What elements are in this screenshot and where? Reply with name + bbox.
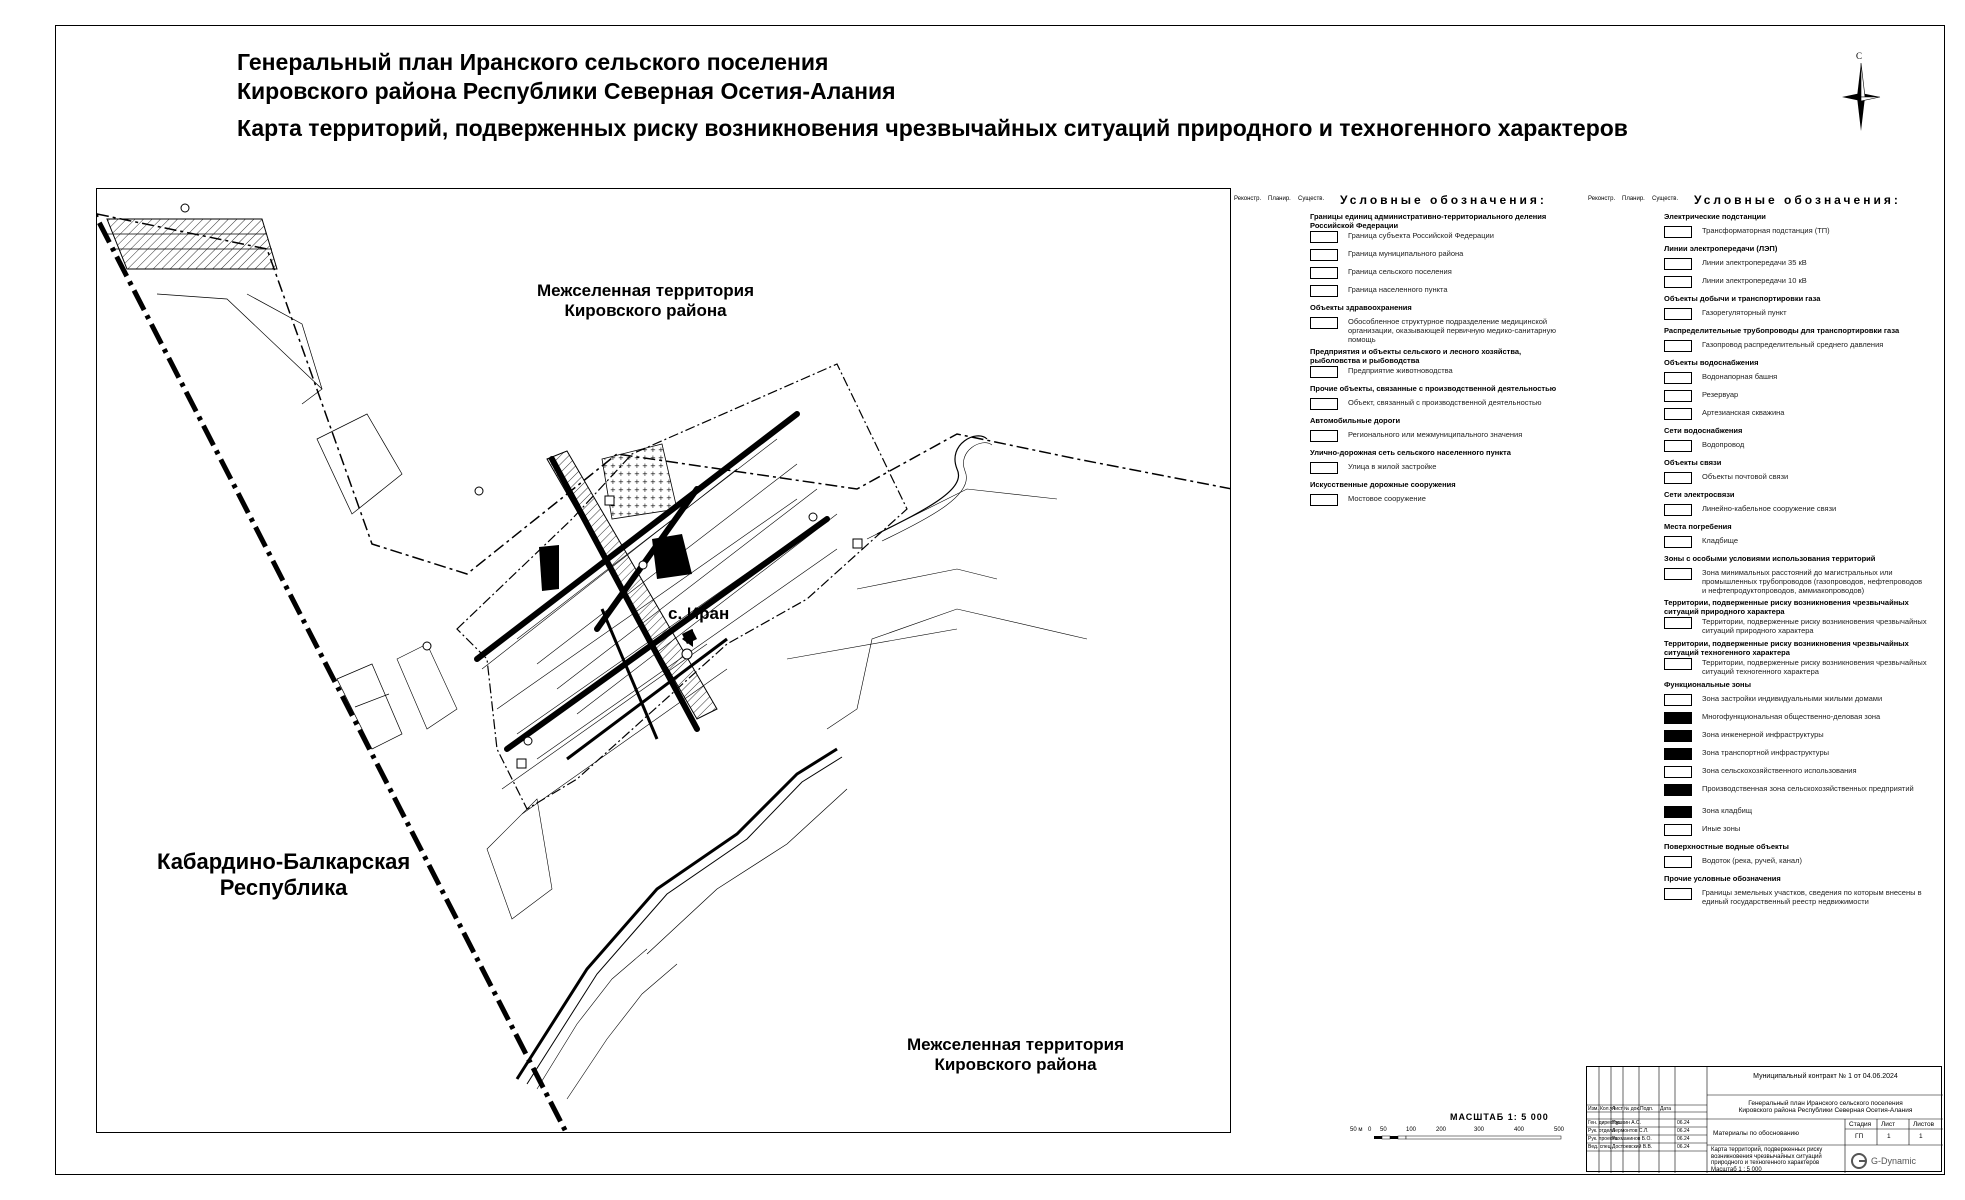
- label-north-territory: [537, 281, 754, 321]
- stamp-project-line-2: Кировского района Республики Северная Осетия-Алания: [1738, 1107, 1913, 1114]
- label-north-line-1: Межселенная территория: [537, 281, 755, 300]
- legend-item: Производственная зона сельскохозяйственных предприятий: [1702, 784, 1914, 793]
- legend-section: Искусственные дорожные сооружения: [1310, 480, 1456, 489]
- legend-symbol: [1664, 258, 1692, 270]
- stamp-row-cell: 06.24: [1677, 1144, 1690, 1150]
- legend-section: Электрические подстанции: [1664, 212, 1766, 221]
- legend-section: Сети электросвязи: [1664, 490, 1735, 499]
- legend-section: Функциональные зоны: [1664, 680, 1751, 689]
- legend-symbol: [1664, 504, 1692, 516]
- legend-symbol: [1310, 317, 1338, 329]
- legend-section: Предприятия и объекты сельского и лесного хозяйства, рыболовства и рыбоводства: [1310, 347, 1522, 365]
- legend-item: Водонапорная башня: [1702, 372, 1778, 381]
- legend-item: Граница муниципального района: [1348, 249, 1464, 258]
- legend-item: Газорегуляторный пункт: [1702, 308, 1787, 317]
- legend-symbol: [1310, 462, 1338, 474]
- legend-item: Резервуар: [1702, 390, 1739, 399]
- stamp-project: [1713, 1100, 1938, 1114]
- legend-symbol: [1664, 712, 1692, 724]
- scale-tick-label: 300: [1474, 1127, 1485, 1133]
- scale-tick-label: 400: [1514, 1127, 1525, 1133]
- legend-section: Объекты связи: [1664, 458, 1722, 467]
- legend-symbol: [1310, 249, 1338, 261]
- legend-symbol: [1664, 824, 1692, 836]
- company-logo: [1851, 1153, 1916, 1169]
- legend-item: Объекты почтовой связи: [1702, 472, 1789, 481]
- stamp-stage-header: Лист: [1881, 1121, 1896, 1128]
- legend-symbol: [1664, 694, 1692, 706]
- col-header-exist: Существ.: [1298, 196, 1325, 202]
- scale-tick-label: 0: [1368, 1127, 1372, 1133]
- legend-item: Водоток (река, ручей, канал): [1702, 856, 1802, 865]
- stamp-row-cell: 06.24: [1677, 1128, 1690, 1134]
- legend-item: Граница субъекта Российской Федерации: [1348, 231, 1494, 240]
- legend-item: Территории, подверженные риску возникновения чрезвычайных ситуаций природного характера: [1702, 617, 1927, 635]
- legend-symbol: [1664, 784, 1692, 796]
- legend-item: Граница населенного пункта: [1348, 285, 1448, 294]
- stamp-header-cell: Дата: [1660, 1106, 1672, 1112]
- legend-symbol: [1310, 430, 1338, 442]
- stamp-header-cell: Подп.: [1640, 1106, 1654, 1112]
- legend-item: Регионального или межмуниципального значения: [1348, 430, 1523, 439]
- legend-item: Линейно-кабельное сооружение связи: [1702, 504, 1837, 513]
- label-south-line-1: Межселенная территория: [907, 1035, 1125, 1054]
- legend-item: Водопровод: [1702, 440, 1745, 449]
- scale-label: МАСШТАБ 1: 5 000: [1450, 1112, 1549, 1122]
- legend-symbol: [1664, 658, 1692, 670]
- legend-symbol: [1664, 856, 1692, 868]
- scale-tick-label: 500: [1554, 1127, 1565, 1133]
- stamp-contract: Муниципальный контракт № 1 от 04.06.2024: [1753, 1073, 1898, 1080]
- stamp-stage-header: Листов: [1913, 1121, 1935, 1128]
- legend-symbol: [1664, 372, 1692, 384]
- stamp-row-cell: Рук. проекта: [1588, 1136, 1618, 1142]
- legend-symbol: [1664, 440, 1692, 452]
- legend-symbol: [1664, 766, 1692, 778]
- legend-item: Зона застройки индивидуальными жилыми домами: [1702, 694, 1883, 703]
- republic-border: [97, 189, 567, 1133]
- legend-title-r: Условные обозначения:: [1694, 193, 1901, 207]
- legend-item: Мостовое сооружение: [1348, 494, 1426, 503]
- legend-section: Места погребения: [1664, 522, 1732, 531]
- label-north-line-2: Кировского района: [564, 301, 727, 320]
- legend-item: Объект, связанный с производственной деятельностью: [1348, 398, 1542, 407]
- stamp-sheet-scale: Масштаб 1 : 5 000: [1711, 1166, 1762, 1173]
- stamp-sheet-title: [1711, 1147, 1841, 1173]
- label-village: с. Иран: [668, 604, 730, 623]
- legend-symbol: [1664, 730, 1692, 742]
- legend-item: Зона кладбищ: [1702, 806, 1753, 815]
- stamp-sheet-title-text: Карта территорий, подверженных риску возникновения чрезвычайных ситуаций природного и техногенного характеров: [1711, 1147, 1823, 1166]
- legend-item: Трансформаторная подстанция (ТП): [1702, 226, 1830, 235]
- title-line-2: Кировского района Республики Северная Осетия-Алания: [237, 78, 896, 104]
- stamp-stage-value: 1: [1919, 1133, 1923, 1140]
- scale-tick-label: 50: [1380, 1127, 1387, 1133]
- legend-item: Предприятие животноводства: [1348, 366, 1453, 375]
- legend-item: Обособленное структурное подразделение медицинской организации, оказывающей первичную медико-санитарную помощь: [1348, 317, 1556, 344]
- label-south-territory: [907, 1035, 1124, 1075]
- stamp-row-cell: Вед. спец.: [1588, 1144, 1612, 1150]
- legend-section: Зоны с особыми условиями использования территорий: [1664, 554, 1876, 563]
- north-arrow-icon: [1838, 51, 1884, 135]
- legend-left: [1232, 188, 1572, 608]
- col-header-reconstr-r: Реконстр.: [1588, 196, 1616, 202]
- legend-symbol: [1664, 536, 1692, 548]
- legend-section: Автомобильные дороги: [1310, 416, 1401, 425]
- legend-item: Газопровод распределительный среднего давления: [1702, 340, 1884, 349]
- legend-section: Сети водоснабжения: [1664, 426, 1743, 435]
- legend-section: Объекты здравоохранения: [1310, 303, 1412, 312]
- legend-item: Зона транспортной инфраструктуры: [1702, 748, 1830, 757]
- title-line-3: Карта территорий, подверженных риску возникновения чрезвычайных ситуаций природного и техногенного характеров: [237, 115, 1628, 141]
- stamp-header-cell: Кол.уч: [1600, 1106, 1615, 1112]
- stamp-row-cell: Рахманинов Б.О.: [1612, 1136, 1652, 1142]
- legend-symbol: [1664, 390, 1692, 402]
- col-header-reconstr: Реконстр.: [1234, 196, 1262, 202]
- north-label: С: [1856, 51, 1863, 61]
- company-name: G-Dynamic: [1871, 1156, 1917, 1166]
- stamp-header-cell: Изм.: [1588, 1106, 1599, 1112]
- stamp-row-cell: 06.24: [1677, 1120, 1690, 1126]
- legend-section: Прочие объекты, связанные с производственной деятельностью: [1310, 384, 1557, 393]
- col-header-exist-r: Существ.: [1652, 196, 1679, 202]
- legend-symbol: [1664, 340, 1692, 352]
- legend-section: Границы единиц административно-территориального деления Российской Федерации: [1310, 212, 1547, 230]
- legend-symbol: [1310, 231, 1338, 243]
- label-south-line-2: Кировского района: [934, 1055, 1097, 1074]
- col-header-plan-r: Планир.: [1622, 196, 1645, 202]
- stamp-row-cell: Достоевский В.В.: [1612, 1144, 1653, 1150]
- legend-symbol: [1664, 748, 1692, 760]
- legend-symbol: [1310, 494, 1338, 506]
- legend-symbol: [1664, 308, 1692, 320]
- title-block: [1586, 1066, 1942, 1172]
- label-west-line-2: Республика: [219, 875, 348, 900]
- legend-item: Граница сельского поселения: [1348, 267, 1452, 276]
- legend-symbol: [1664, 617, 1692, 629]
- stamp-row-cell: 06.24: [1677, 1136, 1690, 1142]
- stamp-row-cell: Лермонтов С.Л.: [1612, 1128, 1649, 1134]
- legend-section: Улично-дорожная сеть сельского населенного пункта: [1310, 448, 1511, 457]
- scale-tick-label: 50 м: [1350, 1127, 1363, 1133]
- legend-item: Территории, подверженные риску возникновения чрезвычайных ситуаций техногенного характера: [1702, 658, 1927, 676]
- legend-item: Границы земельных участков, сведения по которым внесены в единый государственный реестр недвижимости: [1702, 888, 1922, 906]
- stamp-header-cell: № док.: [1624, 1106, 1641, 1112]
- legend-section: Поверхностные водные объекты: [1664, 842, 1789, 851]
- legend-item: Улица в жилой застройке: [1348, 462, 1437, 471]
- title-line-1: Генеральный план Иранского сельского поселения: [237, 49, 829, 75]
- legend-symbol: [1664, 276, 1692, 288]
- legend-title: Условные обозначения:: [1340, 193, 1547, 207]
- company-logo-icon: [1851, 1153, 1867, 1169]
- legend-symbol: [1664, 568, 1692, 580]
- legend-section: Объекты водоснабжения: [1664, 358, 1759, 367]
- stamp-row-cell: Рук. отдела: [1588, 1128, 1615, 1134]
- legend-section: Объекты добычи и транспортировки газа: [1664, 294, 1821, 303]
- legend-item: Линии электропередачи 10 кВ: [1702, 276, 1807, 285]
- stamp-stage-header: Стадия: [1849, 1121, 1872, 1128]
- col-header-plan: Планир.: [1268, 196, 1291, 202]
- legend-item: Зона инженерной инфраструктуры: [1702, 730, 1824, 739]
- stamp-project-line-1: Генеральный план Иранского сельского поселения: [1748, 1100, 1903, 1107]
- stamp-stage-value: ГП: [1855, 1133, 1864, 1140]
- legend-symbol: [1664, 806, 1692, 818]
- legend-item: Артезианская скважина: [1702, 408, 1785, 417]
- stamp-materials: Материалы по обоснованию: [1713, 1130, 1800, 1137]
- legend-symbol: [1664, 408, 1692, 420]
- legend-symbol: [1310, 267, 1338, 279]
- scale-bar: [1350, 1112, 1565, 1142]
- map-panel[interactable]: [96, 188, 1231, 1133]
- label-west-line-1: Кабардино-Балкарская: [157, 849, 411, 874]
- legend-section: Линии электропередачи (ЛЭП): [1664, 244, 1778, 253]
- legend-symbol: [1664, 472, 1692, 484]
- legend-item: Иные зоны: [1702, 824, 1741, 833]
- legend-symbol: [1310, 285, 1338, 297]
- legend-symbol: [1664, 888, 1692, 900]
- label-west-republic: [157, 849, 410, 901]
- scale-tick-label: 200: [1436, 1127, 1447, 1133]
- stamp-header-cell: Лист: [1612, 1106, 1623, 1112]
- legend-section: Прочие условные обозначения: [1664, 874, 1781, 883]
- legend-item: Многофункциональная общественно-деловая зона: [1702, 712, 1881, 721]
- stamp-row-cell: Ген. директор: [1588, 1120, 1621, 1126]
- legend-symbol: [1310, 366, 1338, 378]
- stamp-row-cell: Пушкин А.С.: [1612, 1120, 1641, 1126]
- legend-section: Распределительные трубопроводы для транспортировки газа: [1664, 326, 1900, 335]
- stamp-stage-value: 1: [1887, 1133, 1891, 1140]
- legend-item: Линии электропередачи 35 кВ: [1702, 258, 1807, 267]
- legend-section: Территории, подверженные риску возникновения чрезвычайных ситуаций природного характера: [1664, 598, 1909, 616]
- legend-symbol: [1664, 226, 1692, 238]
- legend-item: Кладбище: [1702, 536, 1739, 545]
- legend-right: [1586, 188, 1941, 998]
- legend-section: Территории, подверженные риску возникновения чрезвычайных ситуаций техногенного характера: [1664, 639, 1909, 657]
- legend-item: Зона минимальных расстояний до магистральных или промышленных трубопроводов (газопроводов, нефтепроводов и нефтепродуктопроводов, аммиакопроводов): [1702, 568, 1923, 595]
- legend-symbol: [1310, 398, 1338, 410]
- scale-tick-label: 100: [1406, 1127, 1417, 1133]
- legend-item: Зона сельскохозяйственного использования: [1702, 766, 1857, 775]
